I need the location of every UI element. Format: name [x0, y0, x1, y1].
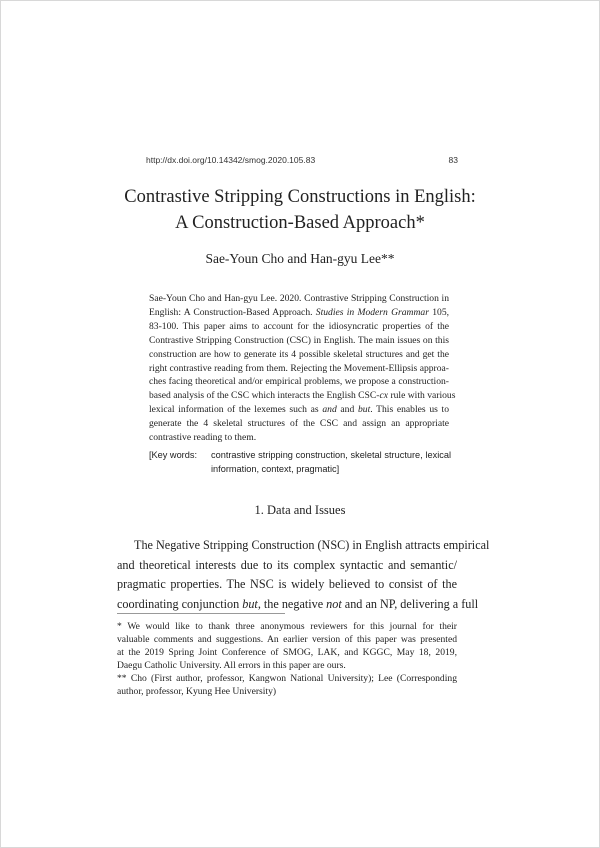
term-but: but: [242, 596, 258, 611]
abstract-line: ches facing theoretical and/or empirical problems, we propose a construction-: [149, 376, 449, 388]
footnote-line: valuable comments and suggestions. An earlier version of this paper was presented: [117, 634, 457, 645]
footnotes: [117, 620, 457, 698]
abstract-text: English: A Construction-Based Approach.: [149, 306, 313, 318]
body-text: coordinating conjunction: [117, 596, 240, 611]
footnote-line: Daegu Catholic University. All errors in this paper are ours.: [117, 660, 346, 671]
body-line: and theoretical interests due to its complex syntactic and semantic/: [117, 557, 457, 572]
footnote-line: at the 2019 Spring Joint Conference of SMOG, LAK, and KGGC, May 18, 2019,: [117, 647, 457, 658]
footnote-line: * We would like to thank three anonymous reviewers for this journal for their: [117, 621, 457, 632]
abstract-text: rule with various: [390, 390, 456, 402]
lexeme-but: but: [357, 404, 371, 416]
title-line-1: Contrastive Stripping Constructions in English:: [124, 187, 476, 207]
abstract-text: 105,: [432, 306, 450, 318]
body-paragraph: [117, 536, 490, 614]
authors: Sae-Youn Cho and Han-gyu Lee**: [205, 251, 395, 266]
term-not: not: [326, 596, 342, 611]
paper-title: [100, 184, 500, 236]
body-text: , the negative: [257, 596, 324, 611]
abstract: [149, 292, 456, 445]
abstract-line: Contrastive Stripping Construction (CSC) in English. The main issues on this: [149, 334, 449, 346]
journal-name: Studies in Modern Grammar: [315, 306, 429, 318]
abstract-line: [149, 306, 449, 320]
abstract-line: generate the 4 skeletal structures of the CSC and assign an appropriate: [149, 418, 449, 430]
section-heading: 1. Data and Issues: [254, 503, 346, 517]
body-line: pragmatic properties. The NSC is widely believed to consist of the: [117, 577, 457, 592]
page-number: 83: [448, 155, 458, 165]
keywords: [149, 448, 451, 476]
doi-link[interactable]: http://dx.doi.org/10.14342/smog.2020.105.83: [146, 155, 316, 165]
keywords-label: [Key words:: [149, 450, 197, 460]
title-line-2: A Construction-Based Approach*: [175, 213, 425, 233]
lexeme-and: and: [322, 404, 337, 416]
body-line: The Negative Stripping Construction (NSC) in English attracts empirical: [134, 538, 490, 552]
body-line: [117, 595, 479, 615]
abstract-line: 83-100. This paper aims to account for the idiosyncratic properties of the: [149, 320, 449, 332]
keywords-row-continued: information, context, pragmatic]: [211, 464, 340, 474]
abstract-line: right contrastive reading from them. Rejecting the Movement-Ellipsis approa-: [149, 362, 449, 374]
abstract-text: based analysis of the CSC which interacts the English CSC-: [149, 390, 380, 402]
footnote-line: ** Cho (First author, professor, Kangwon National University); Lee (Corresponding: [117, 673, 457, 684]
abstract-text: and: [340, 404, 355, 416]
body-text: and an NP, delivering a full: [344, 596, 479, 611]
keywords-row: [149, 448, 451, 462]
abstract-text: lexical information of the lexemes such as: [149, 404, 319, 416]
abstract-line: Sae-Youn Cho and Han-gyu Lee. 2020. Contrastive Stripping Construction in: [149, 293, 449, 304]
footnote-line: author, professor, Kyung Hee University): [117, 686, 277, 697]
cx-term: cx: [379, 390, 389, 402]
keywords-list: contrastive stripping construction, skeletal structure, lexical: [211, 450, 451, 460]
abstract-line: contrastive reading to them.: [149, 432, 257, 444]
abstract-line: [149, 403, 449, 417]
abstract-text: . This enables us to: [370, 404, 449, 416]
footnote-divider: [117, 613, 285, 614]
abstract-line: [149, 389, 456, 403]
abstract-line: construction are how to generate its 4 possible skeletal structures and get the: [149, 348, 449, 360]
